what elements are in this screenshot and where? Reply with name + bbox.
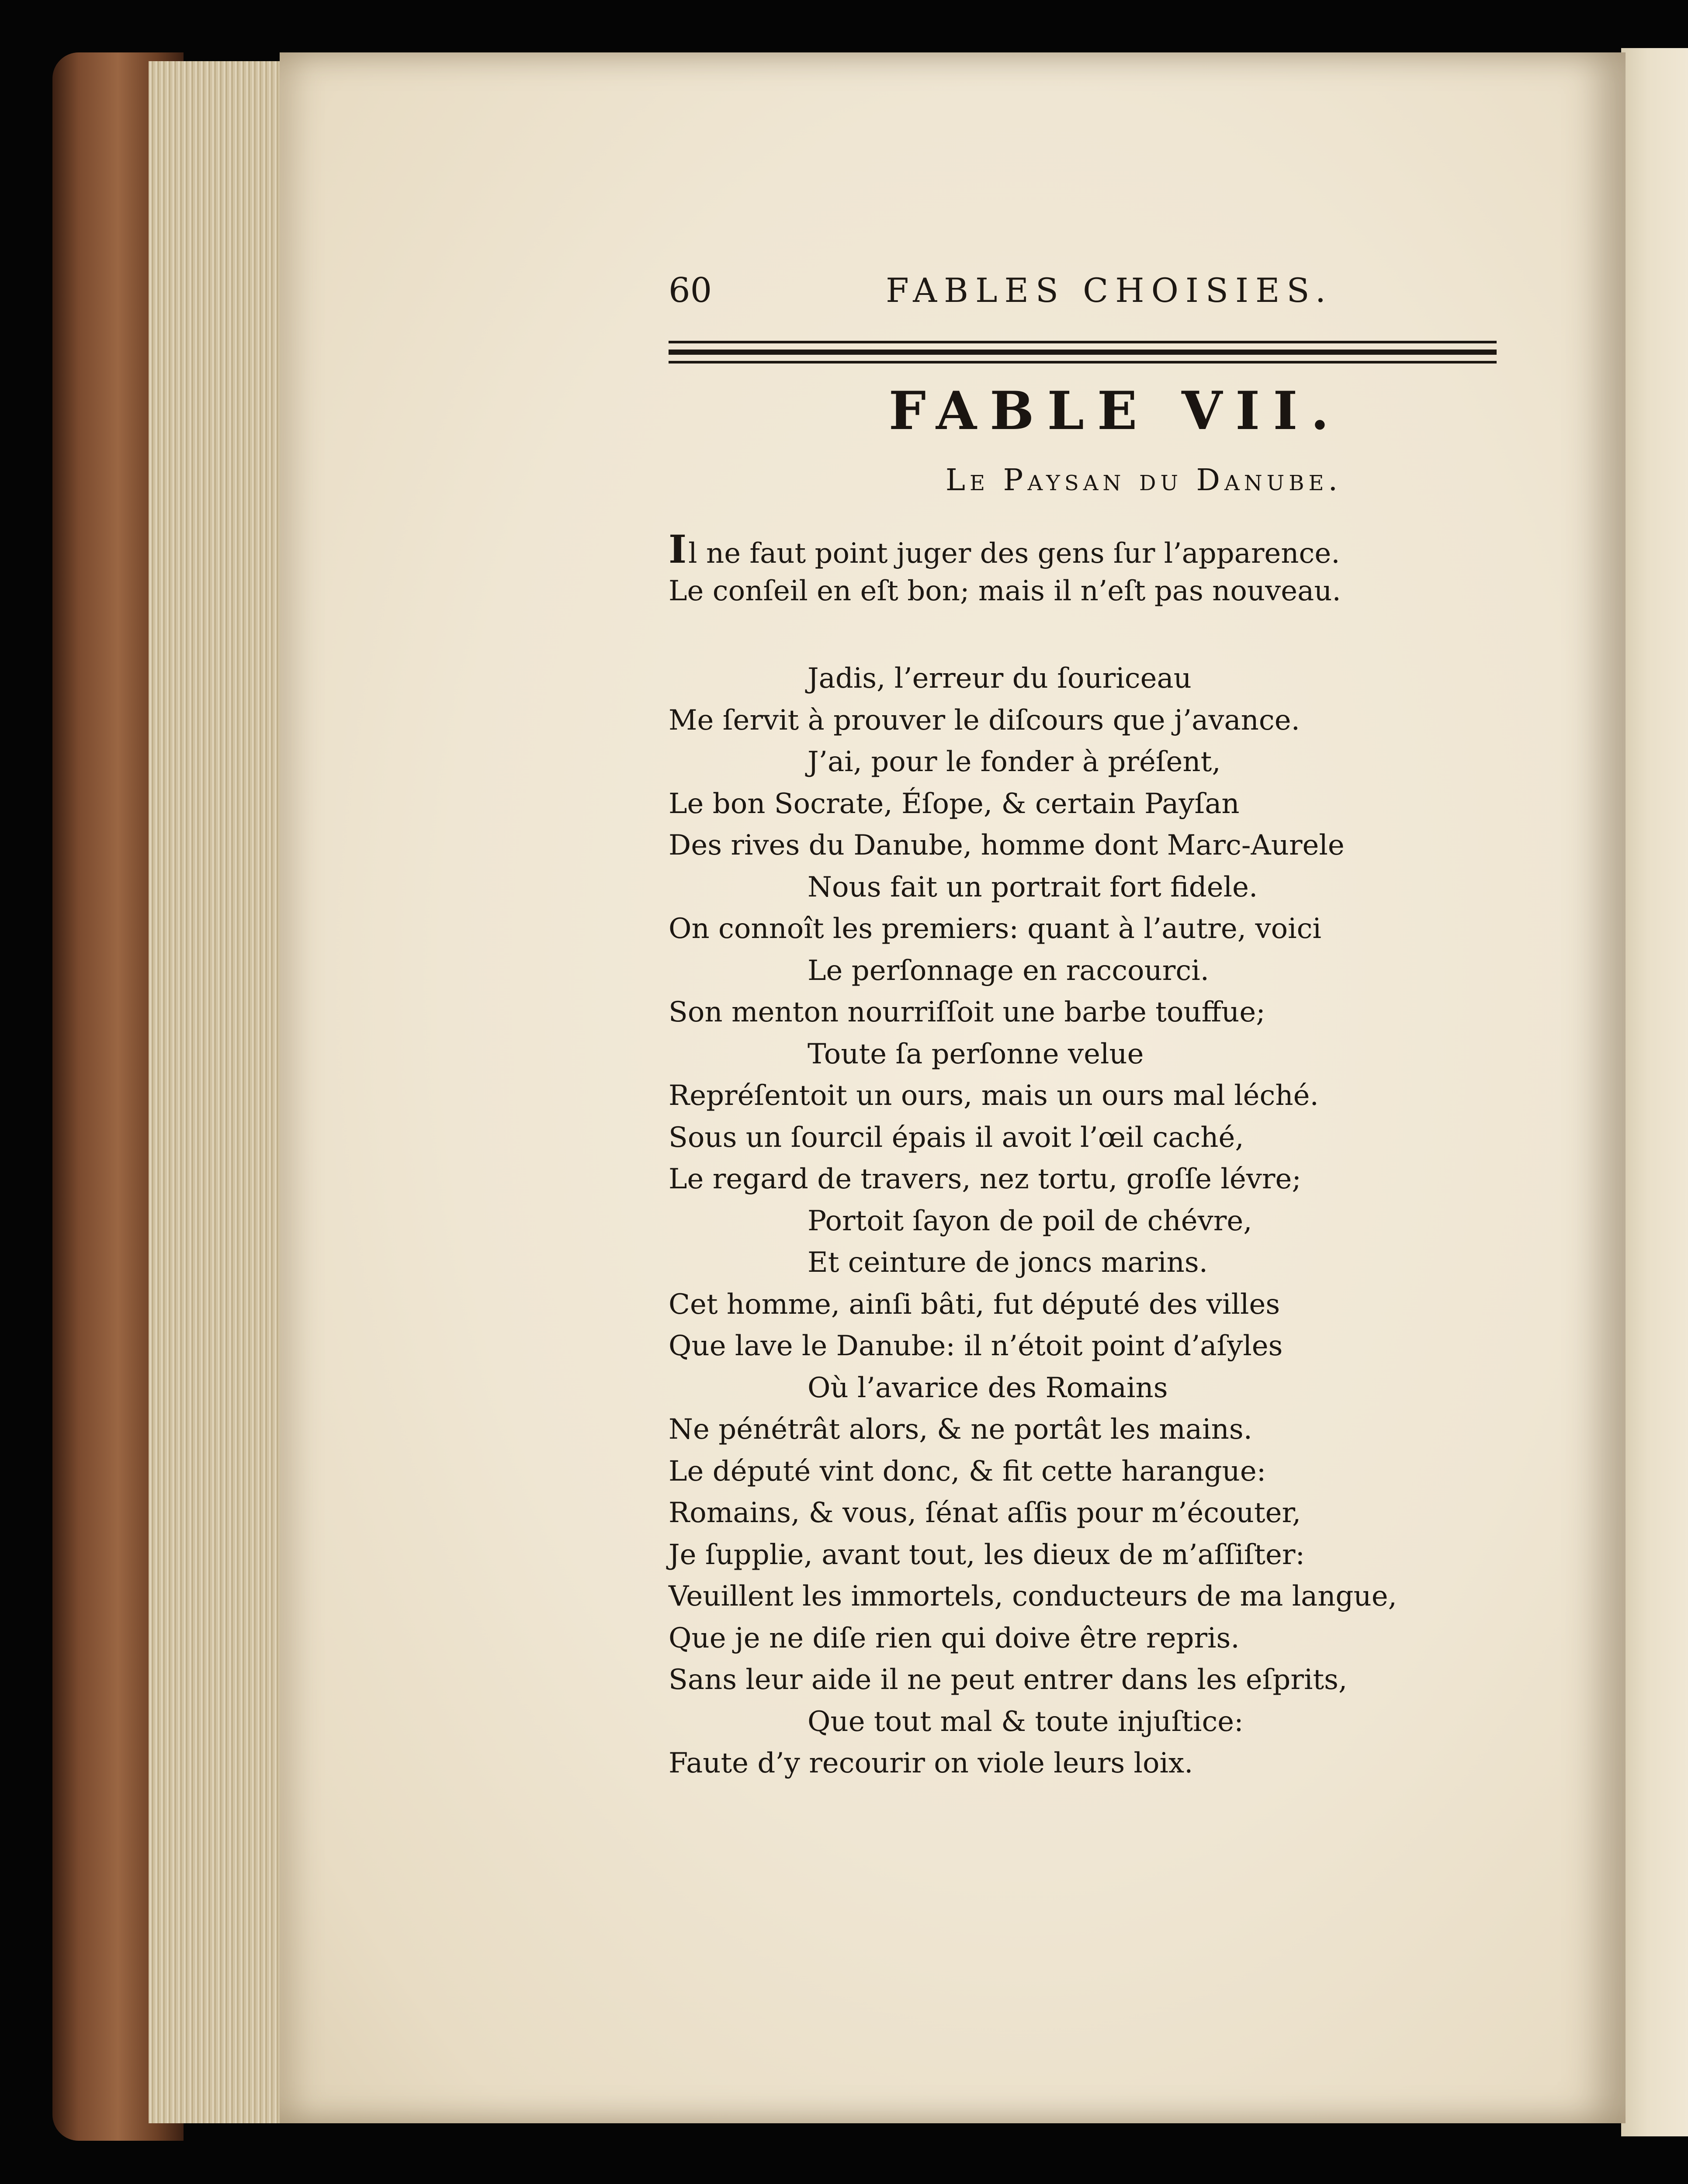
- poem-line: [669, 867, 1521, 909]
- poem-line-text: Ne pénétrât alors, & ne portât les mains.: [669, 1413, 1252, 1446]
- poem-line-text: Le bon Socrate, Éſope, & certain Payſan: [669, 787, 1240, 820]
- poem-line-text: Le perſonnage en raccourci.: [808, 954, 1210, 987]
- poem-line-text: Repréſentoit un ours, mais un ours mal léché.: [669, 1080, 1319, 1112]
- poem-line: [669, 741, 1521, 783]
- poem-line-text: Des rives du Danube, homme dont Marc-Aurele: [669, 829, 1345, 862]
- poem-line-text: Que je ne diſe rien qui doive être repris.: [669, 1622, 1240, 1654]
- poem-line: [669, 1409, 1521, 1451]
- poem-line: [669, 1284, 1521, 1326]
- poem-line-text: Faute d’y recourir on viole leurs loix.: [669, 1747, 1193, 1779]
- poem: [669, 526, 1521, 1785]
- poem-line: [669, 992, 1521, 1034]
- poem-line: [669, 1659, 1521, 1701]
- facing-page-edge: [1621, 48, 1688, 2136]
- poem-line: [669, 1492, 1521, 1534]
- poem-line-text: Que lave le Danube: il n’étoit point d’aſyles: [669, 1330, 1283, 1362]
- poem-line-text: Et ceinture de joncs marins.: [808, 1246, 1208, 1279]
- poem-line: [669, 526, 1521, 572]
- poem-line-text: Me ſervit à prouver le diſcours que j’avance.: [669, 704, 1300, 737]
- poem-line: [669, 1618, 1521, 1660]
- poem-line-text: Sans leur aide il ne peut entrer dans les eſprits,: [669, 1664, 1348, 1696]
- poem-line: [669, 1326, 1521, 1367]
- poem-line: [669, 571, 1521, 613]
- poem-line-text: Le conſeil en eſt bon; mais il n’eſt pas nouveau.: [669, 575, 1341, 607]
- poem-line: [669, 1034, 1521, 1076]
- fable-subtitle: Le Paysan du Danube.: [945, 463, 1342, 498]
- poem-line: [669, 1159, 1521, 1201]
- stanza-gap: [669, 612, 1521, 658]
- header-rule: [669, 341, 1497, 363]
- poem-line-text: Où l’avarice des Romains: [808, 1371, 1168, 1404]
- poem-line-text: Toute ſa perſonne velue: [808, 1038, 1144, 1070]
- poem-line-text: Sous un ſourcil épais il avoit l’œil caché,: [669, 1121, 1244, 1154]
- poem-line-text: Nous fait un portrait fort fidele.: [808, 871, 1258, 903]
- poem-line: [669, 1367, 1521, 1409]
- poem-line: [669, 1242, 1521, 1284]
- running-head: [669, 271, 1333, 319]
- stanza-1: [669, 526, 1521, 612]
- poem-line: [669, 658, 1521, 700]
- poem-line: [669, 1743, 1521, 1785]
- poem-line: [669, 700, 1521, 742]
- poem-line: [669, 783, 1521, 825]
- poem-line: [669, 825, 1521, 867]
- poem-line: [669, 1534, 1521, 1576]
- poem-line: [669, 1701, 1521, 1743]
- poem-line: [669, 1451, 1521, 1493]
- poem-line: [669, 1117, 1521, 1159]
- poem-line-text: Romains, & vous, ſénat aſſis pour m’écouter,: [669, 1497, 1301, 1529]
- poem-line: [669, 908, 1521, 950]
- poem-line-text: Cet homme, ainſi bâti, fut député des villes: [669, 1288, 1280, 1321]
- poem-line: [669, 1075, 1521, 1117]
- poem-line-text: l ne faut point juger des gens ſur l’apparence.: [688, 537, 1340, 570]
- poem-line: [669, 1201, 1521, 1243]
- poem-line-text: Je ſupplie, avant tout, les dieux de m’aſſiſter:: [669, 1538, 1305, 1571]
- poem-line-text: J’ai, pour le fonder à préſent,: [808, 746, 1221, 778]
- poem-line-text: Jadis, l’erreur du ſouriceau: [808, 662, 1192, 695]
- fable-title: FABLE VII.: [888, 380, 1342, 442]
- poem-line-text: On connoît les premiers: quant à l’autre, voici: [669, 913, 1321, 945]
- poem-line-text: Le regard de travers, nez tortu, groſſe lévre;: [669, 1163, 1301, 1195]
- running-title: FABLES CHOISIES.: [886, 271, 1333, 310]
- poem-line: [669, 950, 1521, 992]
- drop-initial: I: [669, 526, 689, 572]
- poem-line-text: Portoit ſayon de poil de chévre,: [808, 1204, 1252, 1237]
- stanza-2: [669, 658, 1521, 1785]
- poem-line-text: Que tout mal & toute injuſtice:: [808, 1705, 1244, 1738]
- poem-line-text: Le député vint donc, & fit cette harangue:: [669, 1455, 1266, 1488]
- page-edges: [149, 61, 288, 2123]
- page-number: 60: [669, 271, 712, 310]
- poem-line-text: Veuillent les immortels, conducteurs de ma langue,: [669, 1580, 1397, 1613]
- poem-line-text: Son menton nourriſſoit une barbe touffue;: [669, 996, 1265, 1028]
- poem-line: [669, 1576, 1521, 1618]
